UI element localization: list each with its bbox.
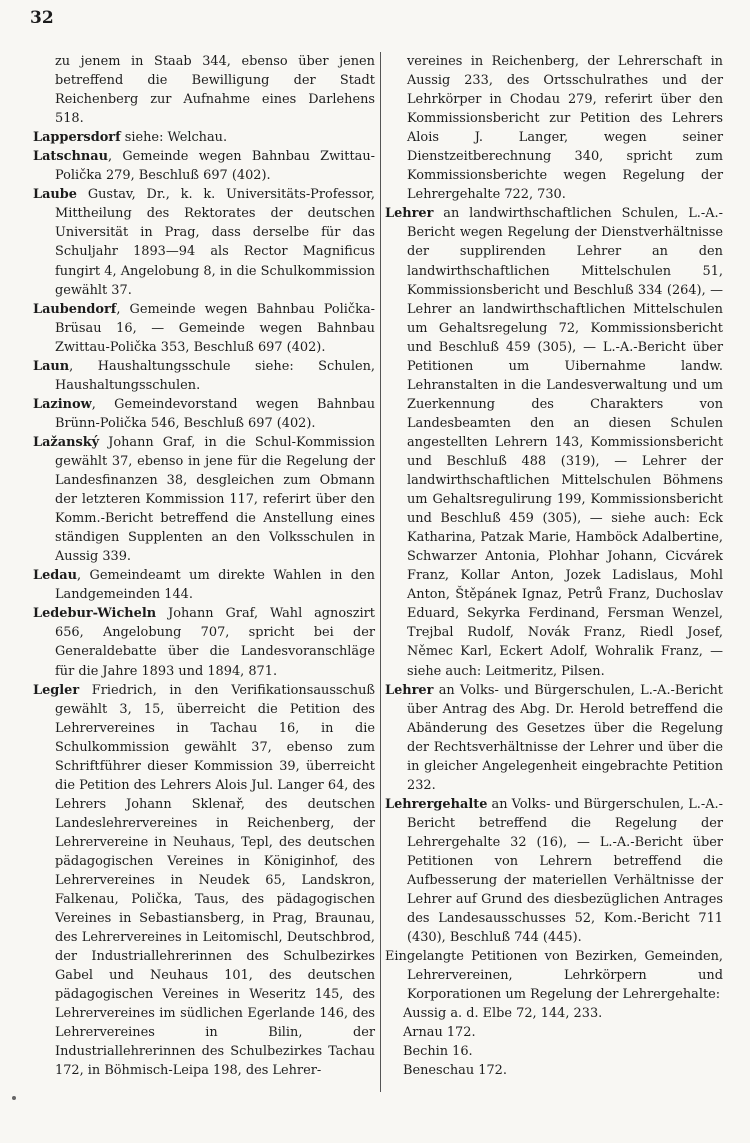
index-entry xyxy=(33,185,375,299)
entry-headword: Lappersdorf xyxy=(33,130,121,146)
index-entry xyxy=(385,795,723,947)
index-entry xyxy=(33,681,375,1081)
continued-entry-text: zu jenem in Staab 344, ebenso über jenen betreffend die Bewilligung der Stadt Reichenberg zur Aufnahme eines Darlehens 518. xyxy=(55,54,375,127)
entry-headword: Laubendorf xyxy=(33,301,117,317)
entry-headword: Lazinow xyxy=(33,396,92,412)
index-entry xyxy=(385,681,723,795)
entry-text: , Gemeindevorstand wegen Bahnbau Brünn-Polička 546, Beschluß 697 (402). xyxy=(55,396,375,431)
index-entry xyxy=(33,147,375,185)
entry-headword: Ledau xyxy=(33,568,78,584)
sub-entry: Bechin 16. xyxy=(403,1044,473,1060)
page-speck xyxy=(12,1096,16,1100)
column-divider xyxy=(380,52,381,1092)
entry-headword: Lehrer xyxy=(385,206,434,222)
index-entry xyxy=(33,433,375,566)
entry-text: siehe: Welchau. xyxy=(124,130,228,146)
right-column xyxy=(385,52,723,1081)
index-entry xyxy=(385,204,723,680)
index-entry xyxy=(385,947,723,1004)
page-number: 32 xyxy=(30,8,54,28)
sub-entry: Beneschau 172. xyxy=(403,1063,507,1079)
entry-text: an landwirthschaftlichen Schulen, L.-A.-Bericht wegen Regelung der Dienstverhältnisse der supplirenden Lehrer an den landwirthschaftlichen Mittelschulen 51, Kommissionsbericht und Beschluß 334 (264), — Lehrer an landwirthschaftlichen Mittelschulen um Gehaltsregelung 72, Kommissionsbericht und Beschluß 459 (305), — L.-A.-Bericht über Petitionen um Uibernahme landw. Lehranstalten in die Landesverwaltung und um Zuerkennung des Charakters von Landesbeamten den an diesen Schulen angestellten Lehrern 143, Kommissionsbericht und Beschluß 488 (319), — Lehrer der landwirthschaftlichen Mittelschulen Böhmens um Gehaltsregulirung 199, Kommissionsbericht und Beschluß 459 (305), — siehe auch: Eck Katharina, Patzak Marie, Hamböck Adalbertine, Schwarzer Antonia, Plohhar Johann, Cicvárek Franz, Kollar Anton, Jozek Ladislaus, Mohl Anton, Štěpánek Ignaz, Petrů Franz, Duchoslav Eduard, Sekyrka Ferdinand, Fersman Wenzel, Trejbal Rudolf, Novák Franz, Riedl Josef, Němec Karl, Eckert Adolf, Wohralik Franz, — siehe auch: Leitmeritz, Pilsen. xyxy=(407,206,723,679)
index-entry xyxy=(33,395,375,433)
sub-entry: Arnau 172. xyxy=(403,1025,476,1041)
index-entry xyxy=(33,357,375,395)
entry-text: an Volks- und Bürgerschulen, L.-A.-Bericht betreffend die Regelung der Lehrergehalte 32 (16), — L.-A.-Bericht über Petitionen von Lehrern betreffend die Aufbesserung der materiellen Verhältnisse der Lehrer auf Grund des diesbezüglichen Antrages des Landesausschusses 52, Kom.-Bericht 711 (430), Beschluß 744 (445). xyxy=(407,796,723,946)
index-entry xyxy=(33,604,375,680)
entry-text: Johann Graf, in die Schul-Kommission gewählt 37, ebenso in jene für die Regelung der Landesfinanzen 38, desgleichen zum Obmann der letzteren Kommission 117, referirt über den Komm.-Bericht betreffend die Anstellung eines ständigen Supplenten an den Volksschulen in Aussig 339. xyxy=(55,434,375,565)
left-column xyxy=(33,52,375,1081)
entry-headword: Legler xyxy=(33,682,80,698)
entry-text: Friedrich, in den Verifikationsausschuß gewählt 3, 15, überreicht die Petition des Lehrervereines in Tachau 16, in die Schulkommission gewählt 37, ebenso zum Schriftführer dieser Kommission 39, überreicht die Petition des Lehrers Alois Jul. Langer 64, des Lehrers Johann Sklenař, des deutschen Landeslehrervereines in Reichenberg, der Lehrervereine in Neuhaus, Tepl, des deutschen pädagogischen Vereines in Königinhof, des Lehrervereines in Neudek 65, Landskron, Falkenau, Polička, Taus, des pädagogischen Vereines in Sebastiansberg, in Prag, Braunau, des Lehrervereines in Leitomischl, Deutschbrod, der Industriallehrerinnen des Schulbezirkes Gabel und Neuhaus 101, des deutschen pädagogischen Vereines in Weseritz 145, des Lehrervereines im südlichen Egerlande 146, des Lehrervereines in Bilin, der Industriallehrerinnen des Schulbezirkes Tachau 172, in Böhmisch-Leipa 198, des Lehrer- xyxy=(55,682,375,1079)
entry-headword: Lehrergehalte xyxy=(385,796,488,812)
index-entry xyxy=(33,128,375,147)
entry-headword: Ledebur-Wicheln xyxy=(33,606,157,622)
entry-text: Johann Graf, Wahl agnoszirt 656, Angelobung 707, spricht bei der Generaldebatte über die Landesvoranschläge für die Jahre 1893 und 1894, 871. xyxy=(55,606,375,679)
entry-text: , Haushaltungsschule siehe: Schulen, Haushaltungsschulen. xyxy=(55,358,375,393)
index-entry xyxy=(33,566,375,604)
entry-text: Eingelangte Petitionen von Bezirken, Gemeinden, Lehrervereinen, Lehrkörpern und Korporationen um Regelung der Lehrergehalte: xyxy=(385,949,723,1003)
index-entry xyxy=(33,300,375,357)
entry-text: , Gemeinde wegen Bahnbau Polička-Brüsau 16, — Gemeinde wegen Bahnbau Zwittau-Polička 353, Beschluß 697 (402). xyxy=(55,301,375,355)
sub-entry: Aussig a. d. Elbe 72, 144, 233. xyxy=(403,1006,603,1022)
entry-text: , Gemeindeamt um direkte Wahlen in den Landgemeinden 144. xyxy=(55,568,375,603)
entry-headword: Laube xyxy=(33,187,78,203)
continued-entry-text: vereines in Reichenberg, der Lehrerschaft in Aussig 233, des Ortsschulrathes und der Lehrkörper in Chodau 279, referirt über den Kommissionsbericht zur Petition des Lehrers Alois J. Langer, wegen seiner Dienstzeitberechnung 340, spricht zum Kommissionsberichte wegen Regelung der Lehrergehalte 722, 730. xyxy=(407,54,723,203)
entry-text: , Gemeinde wegen Bahnbau Zwittau-Polička 279, Beschluß 697 (402). xyxy=(55,149,375,184)
entry-headword: Latschnau xyxy=(33,149,108,165)
entry-text: an Volks- und Bürgerschulen, L.-A.-Bericht über Antrag des Abg. Dr. Herold betreffend die Abänderung des Gesetzes über die Regelung der Rechtsverhältnisse der Lehrer und über die in gleicher Angelegenheit eingebrachte Petition 232. xyxy=(407,682,723,793)
entry-text: Gustav, Dr., k. k. Universitäts-Professor, Mittheilung des Rektorates der deutschen Universität in Prag, dass derselbe für das Schuljahr 1893—94 als Rector Magnificus fungirt 4, Angelobung 8, in die Schulkommission gewählt 37. xyxy=(55,187,375,298)
entry-headword: Lehrer xyxy=(385,682,434,698)
entry-headword: Lažanský xyxy=(33,434,100,450)
entry-headword: Laun xyxy=(33,358,70,374)
